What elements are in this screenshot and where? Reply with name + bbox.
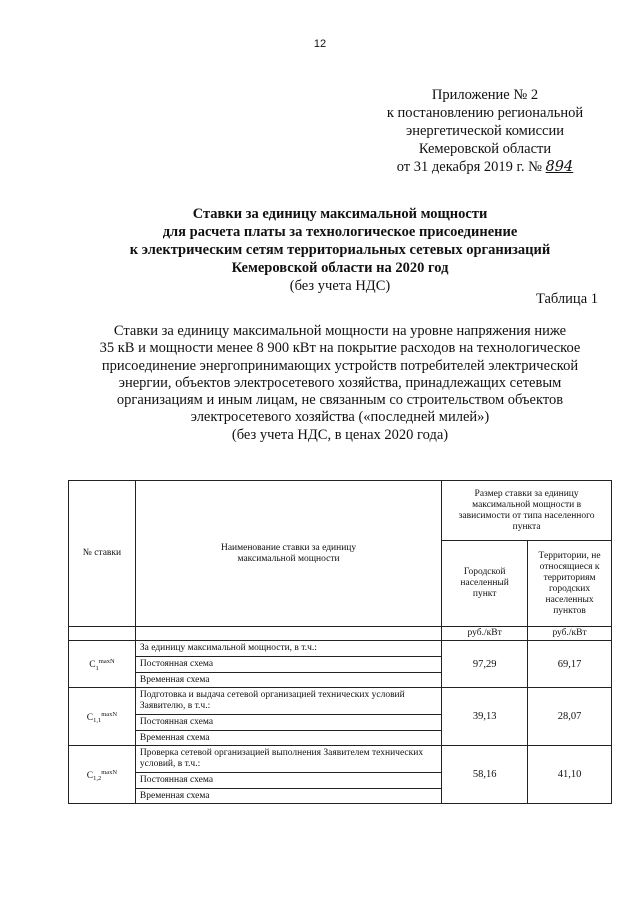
- subtitle-line: энергии, объектов электросетевого хозяйства, принадлежащих сетевым: [118, 374, 562, 391]
- scheme-permanent: Постоянная схема: [135, 773, 441, 789]
- rates-table: [68, 480, 612, 804]
- rate-code: [69, 688, 136, 746]
- rate-code-sub: 1,2: [93, 775, 102, 783]
- empty-cell: [135, 627, 441, 641]
- table-subtitle: [60, 323, 620, 444]
- subtitle-line: организациям и иным лицам, не связанным со строительством объектов: [116, 392, 564, 409]
- unit-city: руб./кВт: [442, 627, 528, 641]
- unit-other: руб./кВт: [528, 627, 612, 641]
- rate-code-sup: maxN: [101, 768, 118, 776]
- table-label: Таблица 1: [535, 291, 598, 307]
- header-rate-number: № ставки: [69, 481, 136, 627]
- rate-code-sub: 1,1: [93, 717, 102, 725]
- appendix-date: от 31 декабря 2019 г. №: [396, 159, 546, 175]
- rate-code-base: C: [86, 771, 94, 782]
- value-city: 97,29: [442, 641, 528, 688]
- appendix-line: Кемеровской области: [418, 141, 552, 157]
- rate-title: За единицу максимальной мощности, в т.ч.:: [135, 641, 441, 657]
- header-rate-size: Размер ставки за единицу максимальной мощности в зависимости от типа населенного пункта: [442, 481, 612, 541]
- header-other-territory: Территории, не относящиеся к территориям городских населенных пунктов: [528, 541, 612, 627]
- scheme-permanent: Постоянная схема: [135, 715, 441, 731]
- subtitle-line: (без учета НДС, в ценах 2020 года): [231, 426, 449, 443]
- header-city: Городской населенный пункт: [442, 541, 528, 627]
- subtitle-line: присоединение энергопринимающих устройств потребителей электрической: [101, 357, 579, 374]
- header-rate-name: Наименование ставки за единицу максимальной мощности: [135, 481, 441, 627]
- rate-title: Подготовка и выдача сетевой организацией технических условий Заявителю, в т.ч.:: [135, 688, 441, 715]
- title-line: Кемеровской области на 2020 год: [231, 260, 449, 276]
- rate-code-base: C: [89, 660, 96, 671]
- appendix-block: [375, 86, 595, 176]
- rate-code-sub: 1: [95, 664, 99, 672]
- value-other: 28,07: [528, 688, 612, 746]
- title-line: Ставки за единицу максимальной мощности: [192, 206, 488, 222]
- appendix-date-line: [375, 158, 595, 176]
- rate-code-sup: maxN: [101, 710, 118, 718]
- subtitle-line: 35 кВ и мощности менее 8 900 кВт на покрытие расходов на технологическое: [99, 340, 581, 357]
- value-other: 69,17: [528, 641, 612, 688]
- page-number: 12: [313, 38, 327, 50]
- scheme-temporary: Временная схема: [135, 673, 441, 688]
- scheme-temporary: Временная схема: [135, 731, 441, 746]
- appendix-line: Приложение № 2: [431, 87, 539, 103]
- title-line: к электрическим сетям территориальных сетевых организаций: [129, 242, 551, 258]
- rate-code: [69, 746, 136, 804]
- appendix-line: к постановлению региональной: [386, 105, 584, 121]
- value-other: 41,10: [528, 746, 612, 804]
- value-city: 39,13: [442, 688, 528, 746]
- document-title: [60, 205, 620, 295]
- title-line: (без учета НДС): [289, 278, 391, 294]
- subtitle-line: Ставки за единицу максимальной мощности на уровне напряжения ниже: [113, 323, 567, 339]
- rate-code-sup: maxN: [98, 658, 115, 666]
- empty-cell: [69, 627, 136, 641]
- scheme-permanent: Постоянная схема: [135, 657, 441, 673]
- resolution-number: 894: [545, 159, 574, 175]
- rate-code: [69, 641, 136, 688]
- value-city: 58,16: [442, 746, 528, 804]
- rate-title: Проверка сетевой организацией выполнения Заявителем технических условий, в т.ч.:: [135, 746, 441, 773]
- appendix-line: энергетической комиссии: [405, 123, 565, 139]
- rate-code-base: C: [86, 713, 94, 724]
- scheme-temporary: Временная схема: [135, 789, 441, 804]
- title-line: для расчета платы за технологическое присоединение: [162, 224, 518, 240]
- subtitle-line: электросетевого хозяйства («последней милей»): [190, 409, 490, 426]
